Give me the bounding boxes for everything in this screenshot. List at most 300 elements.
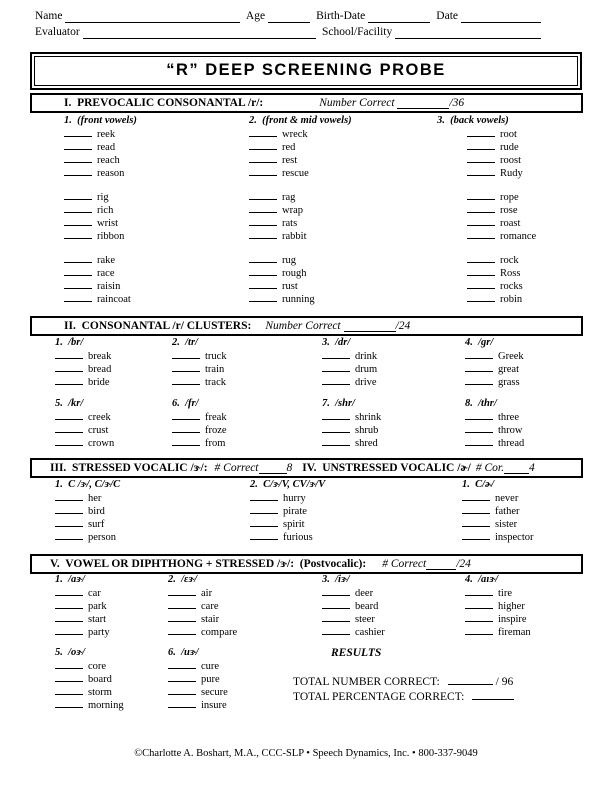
section-2-heading: II. CONSONANTAL /r/ CLUSTERS: (64, 320, 252, 332)
birthdate-blank[interactable] (368, 11, 430, 23)
word-item (168, 600, 237, 613)
word-item (172, 350, 227, 363)
response-blank[interactable] (467, 141, 495, 150)
total-percentage-line (293, 689, 523, 705)
section-5-column-3 (322, 573, 385, 639)
word-item (322, 411, 381, 424)
word-item (465, 600, 531, 613)
word-label: cashier (355, 627, 385, 638)
section-3-4-heading-box (30, 458, 583, 478)
word-label: raincoat (97, 294, 131, 305)
response-blank[interactable] (467, 191, 495, 200)
response-blank[interactable] (249, 254, 277, 263)
response-blank[interactable] (249, 204, 277, 213)
word-label: break (88, 351, 112, 362)
response-blank[interactable] (249, 191, 277, 200)
response-blank[interactable] (467, 204, 495, 213)
word-item (249, 141, 352, 154)
word-item (462, 492, 534, 505)
word-label: thread (498, 438, 525, 449)
response-blank[interactable] (55, 660, 83, 669)
column-header: 6. /uɝ/ (168, 647, 199, 658)
column-header: 7. /shr/ (322, 398, 355, 409)
section-4-score-blank[interactable] (504, 463, 529, 474)
school-facility-label: School/Facility (321, 26, 393, 38)
response-blank[interactable] (250, 531, 278, 540)
word-item (172, 376, 227, 389)
word-group (64, 191, 137, 243)
word-label: cure (201, 661, 220, 672)
response-blank[interactable] (249, 230, 277, 239)
word-item (322, 600, 385, 613)
word-label: furious (283, 532, 313, 543)
word-item (467, 204, 536, 217)
word-item (465, 626, 531, 639)
word-item (64, 267, 137, 280)
word-label: rich (97, 205, 114, 216)
word-item (55, 437, 114, 450)
response-blank[interactable] (64, 141, 92, 150)
response-blank[interactable] (55, 699, 83, 708)
date-label: Date (436, 10, 458, 22)
response-blank[interactable] (467, 230, 495, 239)
word-item (64, 191, 137, 204)
response-blank[interactable] (249, 141, 277, 150)
response-blank[interactable] (322, 424, 350, 433)
word-label: roost (500, 155, 521, 166)
header-fields-row2 (35, 26, 541, 39)
results-block (293, 646, 523, 705)
section-1-score-total: /36 (449, 97, 465, 109)
response-blank[interactable] (55, 492, 83, 501)
total-percentage-blank[interactable] (472, 689, 514, 700)
word-item (64, 280, 137, 293)
word-label: freak (205, 412, 227, 423)
word-label: storm (88, 687, 112, 698)
word-item (467, 280, 536, 293)
word-item (55, 492, 120, 505)
response-blank[interactable] (250, 492, 278, 501)
response-blank[interactable] (55, 587, 83, 596)
word-item (249, 167, 352, 180)
response-blank[interactable] (55, 363, 83, 372)
word-group (55, 492, 120, 544)
word-label: start (88, 614, 107, 625)
evaluator-label: Evaluator (35, 26, 80, 38)
response-blank[interactable] (64, 230, 92, 239)
word-item (322, 363, 377, 376)
word-item (55, 686, 124, 699)
word-group (55, 411, 114, 450)
word-label: wrist (97, 218, 118, 229)
section-5-score-label: # Correct (382, 558, 427, 570)
response-blank[interactable] (55, 673, 83, 682)
section-2-score (265, 320, 410, 332)
word-label: father (495, 506, 520, 517)
word-item (55, 376, 111, 389)
section-3-score-blank[interactable] (259, 463, 287, 474)
word-label: car (88, 588, 101, 599)
column-header: 6. /fr/ (172, 398, 199, 409)
word-label: pirate (283, 506, 307, 517)
word-group (168, 587, 237, 639)
response-blank[interactable] (467, 128, 495, 137)
word-item (249, 217, 352, 230)
word-item (467, 191, 536, 204)
word-item (64, 230, 137, 243)
total-number-blank[interactable] (448, 674, 493, 685)
response-blank[interactable] (168, 660, 196, 669)
response-blank[interactable] (172, 437, 200, 446)
section-3-column-1 (55, 478, 120, 544)
name-label: Name (35, 10, 63, 22)
word-item (322, 626, 385, 639)
response-blank[interactable] (168, 626, 196, 635)
word-group (437, 128, 536, 180)
response-blank[interactable] (250, 518, 278, 527)
section-5-column-4 (465, 573, 531, 639)
word-item (462, 531, 534, 544)
word-label: grass (498, 377, 520, 388)
section-5-score-blank[interactable] (426, 559, 456, 570)
word-item (467, 217, 536, 230)
section-5-column-1 (55, 573, 110, 639)
age-label: Age (245, 10, 266, 22)
word-group (465, 587, 531, 639)
response-blank[interactable] (467, 167, 495, 176)
word-group (249, 254, 352, 306)
word-item (168, 613, 237, 626)
response-blank[interactable] (322, 376, 350, 385)
column-header: 2. (front & mid vowels) (249, 115, 352, 126)
word-item (55, 411, 114, 424)
response-blank[interactable] (250, 505, 278, 514)
section-4-score (476, 462, 535, 474)
word-label: reason (97, 168, 125, 179)
column-header: 3. /iɝ/ (322, 574, 350, 585)
response-blank[interactable] (465, 411, 493, 420)
response-blank[interactable] (465, 600, 493, 609)
word-item (249, 280, 352, 293)
word-label: wreck (282, 129, 308, 140)
response-blank[interactable] (249, 167, 277, 176)
word-item (168, 626, 237, 639)
word-label: rig (97, 192, 109, 203)
response-blank[interactable] (64, 167, 92, 176)
response-blank[interactable] (55, 437, 83, 446)
word-label: truck (205, 351, 227, 362)
title-box (30, 52, 582, 90)
word-item (172, 437, 227, 450)
section-2-score-total: /24 (395, 320, 411, 332)
word-group (465, 411, 524, 450)
section-2-column-5 (55, 397, 114, 450)
response-blank[interactable] (249, 267, 277, 276)
column-header: 2. C/ɝ/V, CV/ɝ/V (250, 479, 326, 490)
word-item (249, 230, 352, 243)
word-item (64, 254, 137, 267)
response-blank[interactable] (55, 350, 83, 359)
word-item (55, 626, 110, 639)
word-label: throw (498, 425, 523, 436)
word-item (322, 437, 381, 450)
form-title: “R” DEEP SCREENING PROBE (34, 56, 578, 86)
section-3-heading: III. STRESSED VOCALIC /ɝ/: (50, 462, 208, 474)
word-group (437, 254, 536, 306)
response-blank[interactable] (467, 293, 495, 302)
word-label: rose (500, 205, 518, 216)
word-item (467, 141, 536, 154)
section-4-column-1 (462, 478, 534, 544)
school-facility-blank[interactable] (395, 27, 541, 39)
response-blank[interactable] (64, 280, 92, 289)
word-group (250, 492, 325, 544)
word-group (462, 492, 534, 544)
word-item (467, 154, 536, 167)
response-blank[interactable] (168, 600, 196, 609)
response-blank[interactable] (55, 424, 83, 433)
word-label: tire (498, 588, 512, 599)
word-label: care (201, 601, 219, 612)
response-blank[interactable] (55, 376, 83, 385)
section-1-score-blank[interactable] (397, 98, 449, 109)
word-label: ribbon (97, 231, 125, 242)
word-label: rope (500, 192, 519, 203)
word-label: read (97, 142, 116, 153)
column-header: 3. /dr/ (322, 337, 351, 348)
section-1-heading-box (30, 93, 583, 113)
word-label: rust (282, 281, 298, 292)
word-label: fireman (498, 627, 531, 638)
section-5-heading-box (30, 554, 583, 574)
response-blank[interactable] (322, 613, 350, 622)
response-blank[interactable] (64, 254, 92, 263)
word-label: insure (201, 700, 227, 711)
word-label: compare (201, 627, 238, 638)
response-blank[interactable] (462, 492, 490, 501)
word-item (168, 660, 228, 673)
response-blank[interactable] (465, 376, 493, 385)
response-blank[interactable] (465, 587, 493, 596)
word-item (465, 363, 524, 376)
word-item (64, 128, 137, 141)
response-blank[interactable] (172, 376, 200, 385)
response-blank[interactable] (462, 518, 490, 527)
column-header: 1. /br/ (55, 337, 84, 348)
response-blank[interactable] (465, 613, 493, 622)
response-blank[interactable] (55, 531, 83, 540)
word-group (322, 587, 385, 639)
word-label: raisin (97, 281, 121, 292)
response-blank[interactable] (467, 254, 495, 263)
word-label: bird (88, 506, 105, 517)
word-label: red (282, 142, 296, 153)
word-label: hurry (283, 493, 306, 504)
response-blank[interactable] (64, 267, 92, 276)
word-label: train (205, 364, 225, 375)
word-label: Ross (500, 268, 521, 279)
copyright-footer: ©Charlotte A. Boshart, M.A., CCC-SLP • Speech Dynamics, Inc. • 800-337-9049 (134, 748, 478, 759)
evaluator-blank[interactable] (83, 27, 316, 39)
response-blank[interactable] (55, 600, 83, 609)
response-blank[interactable] (168, 673, 196, 682)
section-5-column-5 (55, 646, 124, 712)
word-item (322, 424, 381, 437)
response-blank[interactable] (168, 686, 196, 695)
response-blank[interactable] (462, 531, 490, 540)
word-label: morning (88, 700, 124, 711)
response-blank[interactable] (172, 350, 200, 359)
response-blank[interactable] (322, 363, 350, 372)
section-2-column-8 (465, 397, 524, 450)
word-item (465, 350, 524, 363)
word-group (168, 660, 228, 712)
response-blank[interactable] (465, 424, 493, 433)
section-2-column-2 (172, 336, 227, 389)
word-item (64, 167, 137, 180)
response-blank[interactable] (168, 587, 196, 596)
response-blank[interactable] (55, 505, 83, 514)
word-label: rug (282, 255, 296, 266)
word-label: wrap (282, 205, 303, 216)
word-item (465, 424, 524, 437)
response-blank[interactable] (64, 217, 92, 226)
word-item (249, 191, 352, 204)
word-item (322, 613, 385, 626)
response-blank[interactable] (465, 350, 493, 359)
word-group (249, 128, 352, 180)
date-blank[interactable] (461, 11, 541, 23)
response-blank[interactable] (467, 267, 495, 276)
word-item (467, 128, 536, 141)
word-item (55, 613, 110, 626)
word-item (55, 531, 120, 544)
response-blank[interactable] (55, 613, 83, 622)
response-blank[interactable] (467, 217, 495, 226)
response-blank[interactable] (172, 411, 200, 420)
response-blank[interactable] (249, 280, 277, 289)
response-blank[interactable] (322, 437, 350, 446)
response-blank[interactable] (465, 437, 493, 446)
word-group (172, 350, 227, 389)
column-header: 3. (back vowels) (437, 115, 509, 126)
word-item (172, 363, 227, 376)
word-item (64, 217, 137, 230)
word-label: drive (355, 377, 377, 388)
word-label: rough (282, 268, 307, 279)
word-item (168, 587, 237, 600)
word-label: beard (355, 601, 379, 612)
word-label: rude (500, 142, 519, 153)
response-blank[interactable] (55, 626, 83, 635)
word-group (437, 191, 536, 243)
response-blank[interactable] (467, 280, 495, 289)
response-blank[interactable] (465, 363, 493, 372)
response-blank[interactable] (172, 424, 200, 433)
response-blank[interactable] (322, 350, 350, 359)
response-blank[interactable] (322, 626, 350, 635)
response-blank[interactable] (467, 154, 495, 163)
response-blank[interactable] (64, 204, 92, 213)
word-label: sister (495, 519, 518, 530)
response-blank[interactable] (55, 518, 83, 527)
word-item (249, 204, 352, 217)
section-2-score-blank[interactable] (344, 321, 396, 332)
word-label: core (88, 661, 107, 672)
word-label: board (88, 674, 112, 685)
word-item (55, 518, 120, 531)
response-blank[interactable] (322, 587, 350, 596)
section-1-column-2 (249, 114, 352, 306)
word-group (64, 128, 137, 180)
word-label: robin (500, 294, 523, 305)
response-blank[interactable] (64, 191, 92, 200)
response-blank[interactable] (168, 699, 196, 708)
name-blank[interactable] (65, 11, 239, 23)
response-blank[interactable] (322, 600, 350, 609)
word-label: rescue (282, 168, 309, 179)
word-label: park (88, 601, 107, 612)
section-2-column-1 (55, 336, 111, 389)
section-5-score-total: /24 (456, 558, 471, 570)
word-item (64, 204, 137, 217)
response-blank[interactable] (168, 613, 196, 622)
response-blank[interactable] (172, 363, 200, 372)
response-blank[interactable] (249, 217, 277, 226)
word-label: shred (355, 438, 378, 449)
total-number-line (293, 674, 523, 690)
column-header: 1. C/ɚ/ (462, 479, 495, 490)
word-item (465, 613, 531, 626)
word-item (168, 699, 228, 712)
response-blank[interactable] (55, 411, 83, 420)
response-blank[interactable] (55, 686, 83, 695)
response-blank[interactable] (249, 154, 277, 163)
response-blank[interactable] (462, 505, 490, 514)
word-label: person (88, 532, 116, 543)
word-item (467, 167, 536, 180)
word-label: inspire (498, 614, 527, 625)
word-label: rag (282, 192, 296, 203)
total-number-denominator: / 96 (495, 675, 514, 688)
word-group (322, 411, 381, 450)
section-2-column-7 (322, 397, 381, 450)
section-2-score-label: Number Correct (265, 320, 344, 332)
response-blank[interactable] (64, 154, 92, 163)
word-group (172, 411, 227, 450)
word-item (467, 293, 536, 306)
column-header: 1. C /ɝ/, C/ɝ/C (55, 479, 121, 490)
word-item (55, 424, 114, 437)
word-label: rabbit (282, 231, 307, 242)
word-item (462, 518, 534, 531)
word-label: race (97, 268, 115, 279)
total-percentage-label: TOTAL PERCENTAGE CORRECT: (293, 691, 465, 703)
response-blank[interactable] (249, 128, 277, 137)
word-item (249, 128, 352, 141)
response-blank[interactable] (465, 626, 493, 635)
birthdate-label: Birth-Date (316, 10, 366, 22)
word-label: great (498, 364, 519, 375)
response-blank[interactable] (322, 411, 350, 420)
word-label: surf (88, 519, 105, 530)
word-label: bride (88, 377, 110, 388)
word-label: running (282, 294, 315, 305)
age-blank[interactable] (268, 11, 310, 23)
response-blank[interactable] (64, 128, 92, 137)
response-blank[interactable] (249, 293, 277, 302)
response-blank[interactable] (64, 293, 92, 302)
